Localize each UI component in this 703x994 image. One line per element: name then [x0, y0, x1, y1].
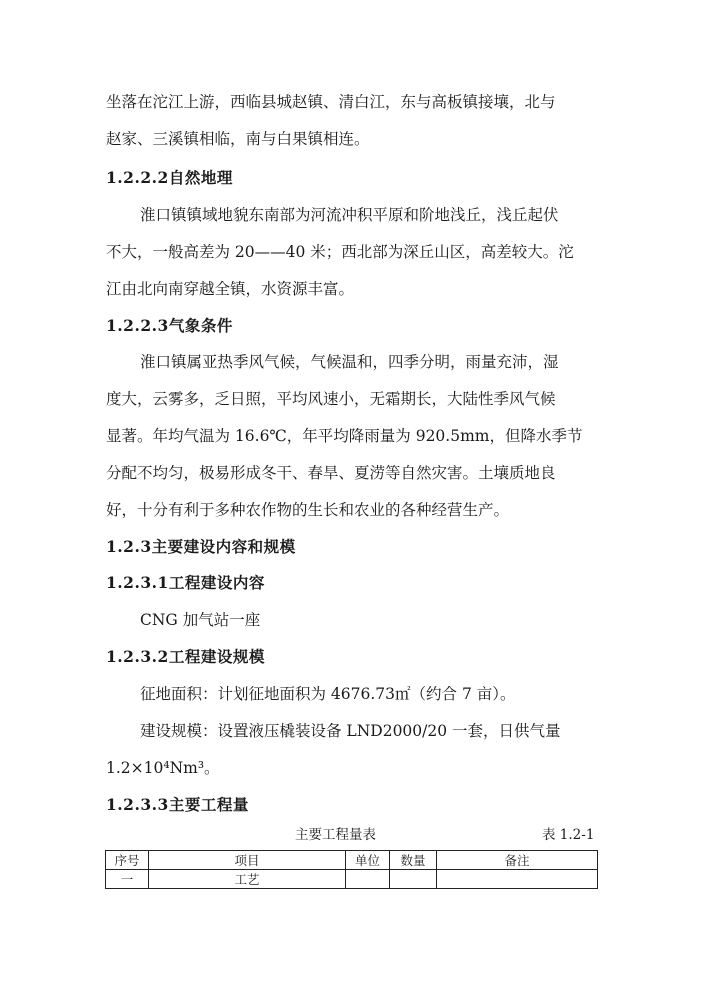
table-cell: 工艺	[149, 870, 346, 889]
table-cell	[346, 870, 390, 889]
paragraph-line: 征地面积：计划征地面积为 4676.73㎡（约合 7 亩）。	[140, 685, 516, 703]
table-header-row	[106, 851, 598, 870]
table-cell	[437, 870, 598, 889]
section-heading-1-2-3-3: 1.2.3.3主要工程量	[106, 795, 249, 814]
paragraph-line: 不大，一般高差为 20——40 米；西北部为深丘山区，高差较大。沱	[106, 243, 574, 261]
paragraph-line: 坐落在沱江上游，西临县城赵镇、清白江，东与高板镇接壤，北与	[106, 93, 556, 111]
paragraph-line: 显著。年均气温为 16.6℃，年平均降雨量为 920.5mm，但降水季节	[106, 427, 583, 445]
paragraph-line: 淮口镇镇域地貌东南部为河流冲积平原和阶地浅丘，浅丘起伏	[140, 206, 559, 224]
table-row	[106, 870, 598, 889]
table-cell	[390, 870, 437, 889]
paragraph-line: 江由北向南穿越全镇，水资源丰富。	[106, 280, 355, 298]
table-number: 表 1.2-1	[542, 827, 595, 843]
paragraph-line: 好，十分有利于多种农作物的生长和农业的各种经营生产。	[106, 501, 510, 519]
paragraph-line: 赵家、三溪镇相临，南与白果镇相连。	[106, 130, 370, 148]
section-heading-1-2-3-1: 1.2.3.1工程建设内容	[106, 573, 265, 592]
header-cell: 数量	[390, 851, 437, 870]
quantities-table	[105, 850, 598, 889]
paragraph-line: 建设规模：设置液压橇装设备 LND2000/20 一套，日供气量	[140, 722, 561, 740]
section-heading-1-2-3-2: 1.2.3.2工程建设规模	[106, 647, 265, 666]
header-cell: 项目	[149, 851, 346, 870]
paragraph-line: 1.2×10⁴Nm³。	[106, 759, 220, 777]
paragraph-line: 分配不均匀，极易形成冬干、春旱、夏涝等自然灾害。土壤质地良	[106, 464, 556, 482]
paragraph-line: 度大，云雾多，乏日照，平均风速小，无霜期长，大陆性季风气候	[106, 390, 556, 408]
paragraph-line: 淮口镇属亚热季风气候，气候温和，四季分明，雨量充沛，湿	[140, 353, 559, 371]
section-heading-1-2-3: 1.2.3主要建设内容和规模	[106, 537, 296, 556]
table-cell: 一	[106, 870, 149, 889]
section-heading-1-2-2-2: 1.2.2.2自然地理	[106, 168, 233, 187]
header-cell: 单位	[346, 851, 390, 870]
header-cell: 备注	[437, 851, 598, 870]
table-caption: 主要工程量表	[295, 827, 376, 843]
header-cell: 序号	[106, 851, 149, 870]
section-heading-1-2-2-3: 1.2.2.3气象条件	[106, 316, 233, 335]
paragraph-line: CNG 加气站一座	[140, 611, 261, 629]
